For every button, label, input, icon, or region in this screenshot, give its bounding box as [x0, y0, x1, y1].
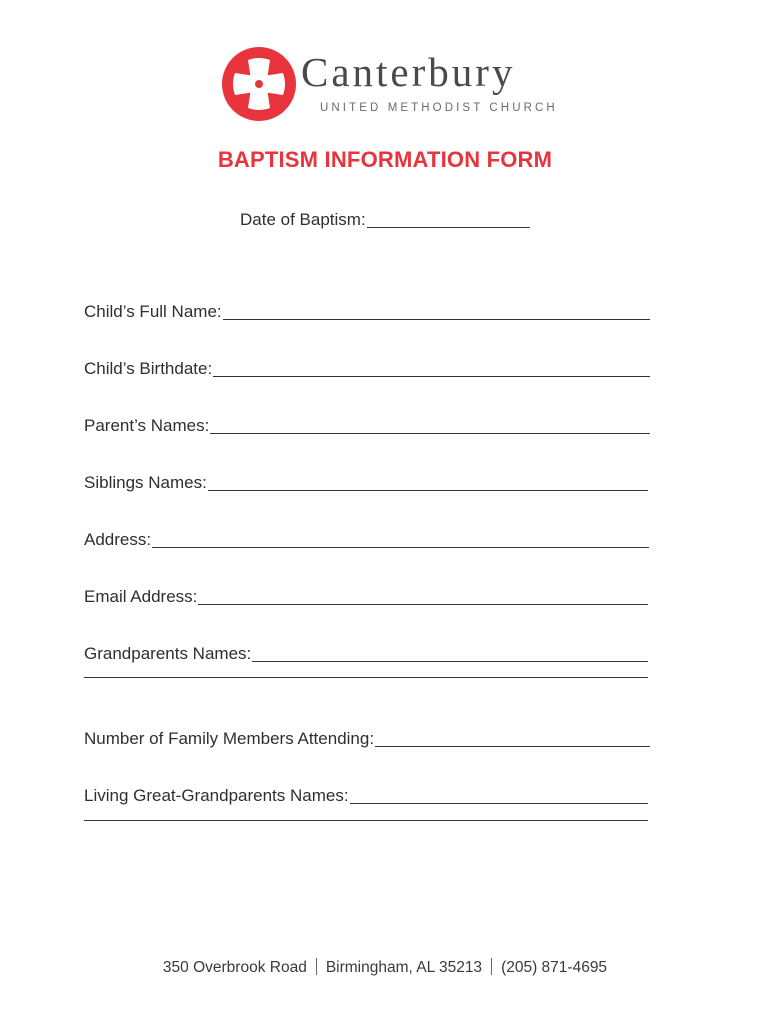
- footer-separator: [491, 958, 492, 975]
- date-of-baptism-blank[interactable]: [367, 213, 530, 228]
- church-logo: [221, 46, 561, 126]
- address-label: Address:: [84, 530, 152, 549]
- parents-names-blank[interactable]: [210, 419, 650, 434]
- childs-birthdate-field[interactable]: [84, 359, 650, 379]
- grandparents-names-extra-line[interactable]: [84, 677, 648, 678]
- childs-full-name-label: Child’s Full Name:: [84, 302, 222, 321]
- email-address-field[interactable]: [84, 587, 648, 607]
- email-address-label: Email Address:: [84, 587, 198, 606]
- childs-full-name-field[interactable]: [84, 302, 650, 322]
- footer-city: Birmingham, AL 35213: [325, 959, 483, 976]
- church-name: Canterbury: [301, 49, 516, 95]
- parents-names-label: Parent’s Names:: [84, 416, 210, 435]
- grandparents-names-field[interactable]: [84, 644, 648, 664]
- siblings-names-label: Siblings Names:: [84, 473, 207, 492]
- great-grandparents-names-field[interactable]: [84, 786, 648, 806]
- cross-icon: [221, 46, 297, 122]
- footer-phone: (205) 871-4695: [501, 959, 608, 976]
- grandparents-names-label: Grandparents Names:: [84, 644, 252, 663]
- grandparents-names-blank[interactable]: [252, 647, 648, 662]
- footer-street: 350 Overbrook Road: [162, 959, 307, 976]
- siblings-names-blank[interactable]: [208, 476, 648, 491]
- family-members-attending-label: Number of Family Members Attending:: [84, 729, 375, 748]
- footer-separator: [316, 958, 317, 975]
- great-grandparents-names-blank[interactable]: [350, 789, 648, 804]
- siblings-names-field[interactable]: [84, 473, 648, 493]
- church-subtitle: UNITED METHODIST CHURCH: [320, 102, 558, 114]
- childs-birthdate-label: Child’s Birthdate:: [84, 359, 213, 378]
- great-grandparents-names-label: Living Great-Grandparents Names:: [84, 786, 349, 805]
- great-grandparents-names-extra-line[interactable]: [84, 820, 648, 821]
- childs-full-name-blank[interactable]: [223, 305, 650, 320]
- parents-names-field[interactable]: [84, 416, 650, 436]
- footer-contact: [0, 958, 770, 977]
- address-field[interactable]: [84, 530, 649, 550]
- childs-birthdate-blank[interactable]: [213, 362, 650, 377]
- date-of-baptism-field[interactable]: [240, 210, 530, 230]
- form-title: BAPTISM INFORMATION FORM: [217, 147, 553, 172]
- family-members-attending-blank[interactable]: [375, 732, 650, 747]
- date-of-baptism-label: Date of Baptism:: [240, 210, 366, 229]
- address-blank[interactable]: [152, 533, 649, 548]
- family-members-attending-field[interactable]: [84, 729, 650, 749]
- email-address-blank[interactable]: [198, 590, 648, 605]
